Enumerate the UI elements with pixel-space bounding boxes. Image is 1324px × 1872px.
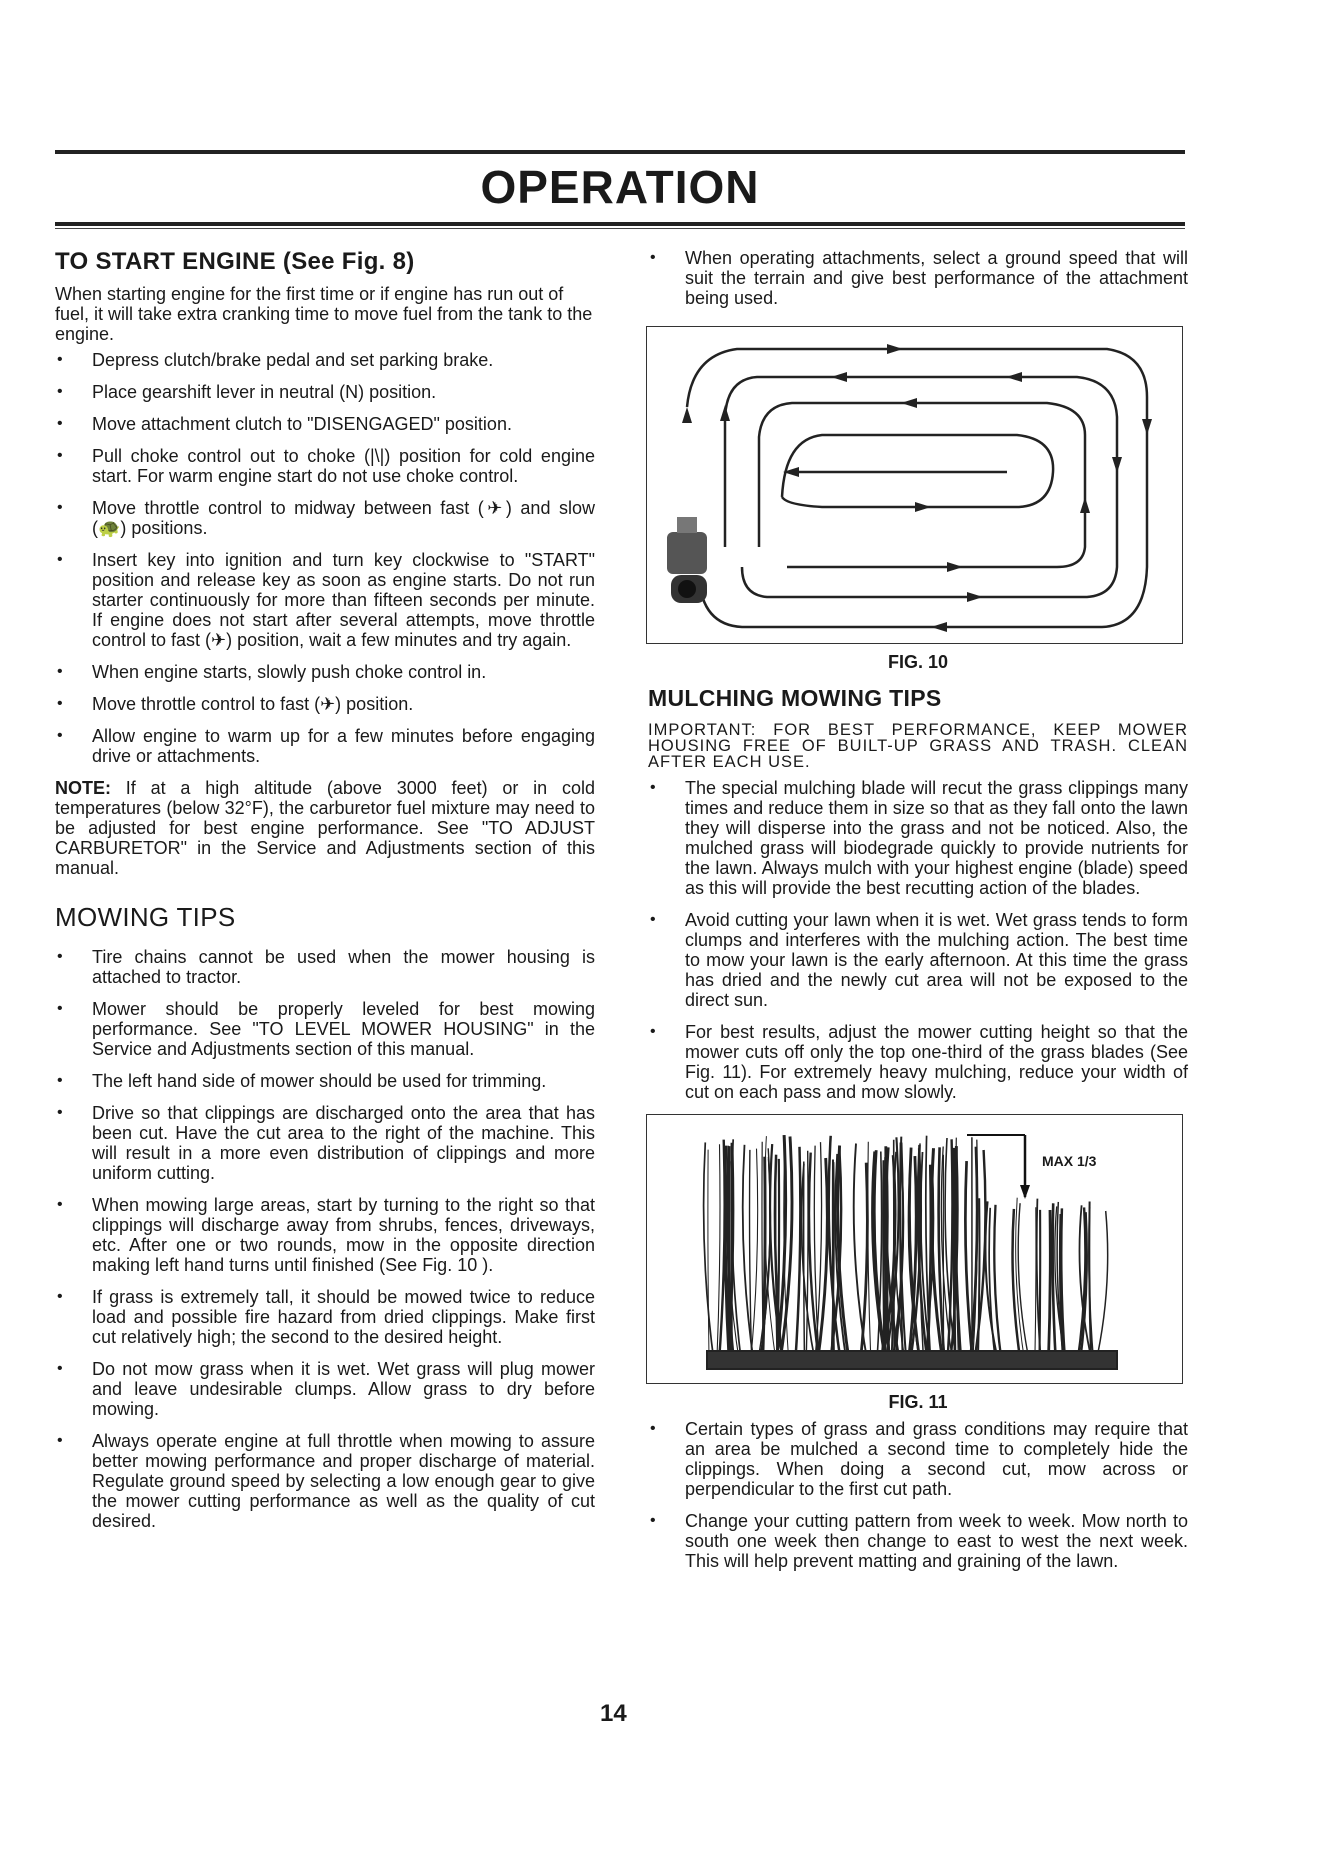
mowing-pattern-diagram: [647, 327, 1181, 642]
fig10-mowing-pattern: [646, 326, 1183, 644]
mulching-more-list: [648, 1419, 1188, 1571]
list-item: • The special mulching blade will recut the grass clippings many times and reduce them in size so that as they fall onto the lawn they will disperse into the grass and not be noticed. Also, the mulched grass will biodegrade quickly to provide nutrients for the lawn. Always mulch with your highest engine (blade) speed as this will provide the best recutting action of the blades.: [648, 778, 1188, 898]
list-item: • Avoid cutting your lawn when it is wet. Wet grass tends to form clumps and interferes with the mulching action. The best time to mow your lawn is the early afternoon. At this time the grass has dried and the newly cut area will not be exposed to the direct sun.: [648, 910, 1188, 1010]
list-item: • Tire chains cannot be used when the mower housing is attached to tractor.: [55, 947, 595, 987]
list-item: • Move throttle control to midway between fast (✈) and slow (🐢) positions.: [55, 498, 595, 538]
list-item: • Do not mow grass when it is wet. Wet grass will plug mower and leave undesirable clumps. Allow grass to dry before mowing.: [55, 1359, 595, 1419]
list-item: • Allow engine to warm up for a few minutes before engaging drive or attachments.: [55, 726, 595, 766]
mowing-tips-list: [55, 947, 595, 1531]
start-engine-steps: [55, 350, 595, 766]
tractor-icon: [667, 517, 707, 603]
header-rule-top: [55, 150, 1185, 154]
page-number: 14: [600, 1700, 627, 1727]
mulching-heading: MULCHING MOWING TIPS: [648, 685, 942, 711]
grass-diagram: [647, 1115, 1181, 1382]
list-item: • Place gearshift lever in neutral (N) position.: [55, 382, 595, 402]
list-item: • Change your cutting pattern from week to week. Mow north to south one week then change to east to west the next week. This will help prevent matting and graining of the lawn.: [648, 1511, 1188, 1571]
list-item: • For best results, adjust the mower cutting height so that the mower cuts off only the top one-third of the grass blades (See Fig. 11). For extremely heavy mulching, reduce your width of cut on each pass and mow slowly.: [648, 1022, 1188, 1102]
list-item: • Depress clutch/brake pedal and set parking brake.: [55, 350, 595, 370]
list-item: • If grass is extremely tall, it should be mowed twice to reduce load and possible fire hazard from dried clippings. Make first cut relatively high; the second to the desired height.: [55, 1287, 595, 1347]
list-item: • Mower should be properly leveled for best mowing performance. See "TO LEVEL MOWER HOUSING" in the Service and Adjustments section of this manual.: [55, 999, 595, 1059]
page-title: OPERATION: [480, 161, 760, 213]
note-paragraph: [55, 778, 595, 878]
important-notice: IMPORTANT: FOR BEST PERFORMANCE, KEEP MOWER HOUSING FREE OF BUILT-UP GRASS AND TRASH. CLEAN AFTER EACH USE.: [648, 721, 1188, 771]
list-item: • The left hand side of mower should be used for trimming.: [55, 1071, 595, 1091]
attachment-list: [648, 248, 1188, 308]
header-rule-bottom: [55, 222, 1185, 226]
list-item: • Pull choke control out to choke (|\|) position for cold engine start. For warm engine start do not use choke control.: [55, 446, 595, 486]
note-text: If at a high altitude (above 3000 feet) or in cold temperatures (below 32°F), the carburetor fuel mixture may need to be adjusted for best engine performance. See "TO ADJUST CARBURETOR" in the Service and Adjustments section of this manual.: [55, 778, 595, 878]
list-item: • When mowing large areas, start by turning to the right so that clippings will discharge away from shrubs, fences, driveways, etc. After one or two rounds, mow in the opposite direction making left hand turns until finished (See Fig. 10 ).: [55, 1195, 595, 1275]
list-item: • Move throttle control to fast (✈) position.: [55, 694, 595, 714]
list-item: • Always operate engine at full throttle when mowing to assure better mowing performance and proper discharge of material. Regulate ground speed by selecting a low enough gear to give the mower cutting performance as well as the quality of cut desired.: [55, 1431, 595, 1531]
right-column: [648, 248, 1188, 1583]
list-item: • Move attachment clutch to "DISENGAGED" position.: [55, 414, 595, 434]
list-item: • Certain types of grass and grass conditions may require that an area be mulched a second time to completely hide the clippings. When doing a second cut, mow across or perpendicular to the first cut path.: [648, 1419, 1188, 1499]
mulching-list: [648, 778, 1188, 1102]
start-engine-heading: TO START ENGINE (See Fig. 8): [55, 248, 415, 275]
list-item: • Drive so that clippings are discharged onto the area that has been cut. Have the cut area to the right of the machine. This will result in a more even distribution of clippings and more uniform cutting.: [55, 1103, 595, 1183]
list-item: • When operating attachments, select a ground speed that will suit the terrain and give best performance of the attachment being used.: [648, 248, 1188, 308]
fig11-grass-height: [646, 1114, 1183, 1384]
left-column: [55, 248, 595, 1543]
header-rule-bottom-thin: [55, 228, 1185, 229]
fig10-caption: FIG. 10: [887, 652, 949, 672]
mowing-tips-heading: MOWING TIPS: [55, 902, 236, 932]
start-engine-intro: When starting engine for the first time or if engine has run out of fuel, it will take extra cranking time to move fuel from the tank to the engine.: [55, 284, 593, 344]
note-label: NOTE:: [55, 778, 111, 798]
max-third-label: MAX 1/3: [1042, 1153, 1097, 1169]
fig11-caption: FIG. 11: [888, 1392, 948, 1412]
list-item: • When engine starts, slowly push choke control in.: [55, 662, 595, 682]
list-item: • Insert key into ignition and turn key clockwise to "START" position and release key as soon as engine starts. Do not run starter continuously for more than fifteen seconds per minute. If engine does not start after several attempts, move throttle control to fast (✈) position, wait a few minutes and try again.: [55, 550, 595, 650]
